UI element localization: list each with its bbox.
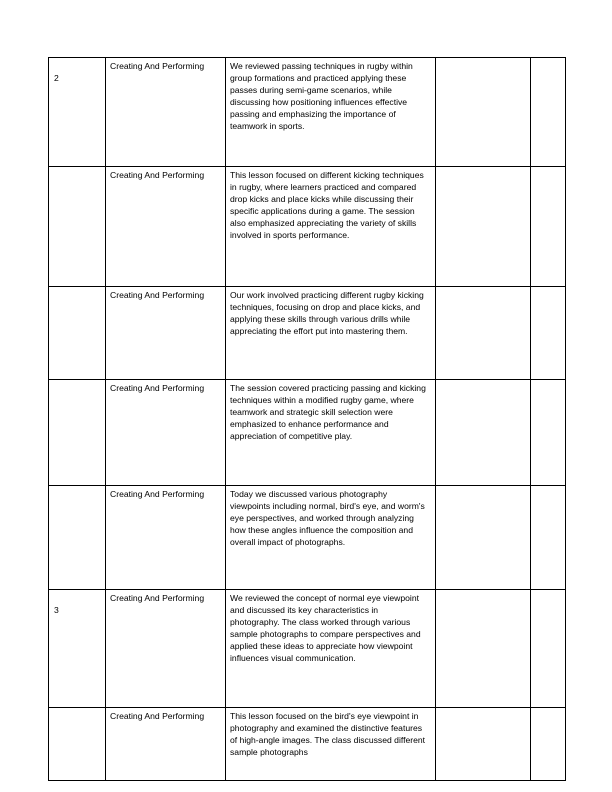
strand-cell: Creating And Performing [106,590,226,708]
blank-cell-4 [436,167,531,287]
table-row [49,380,566,486]
blank-cell-4 [436,287,531,380]
week-cell [49,486,106,590]
strand-cell: Creating And Performing [106,58,226,167]
lesson-log-table [48,57,566,781]
blank-cell-5 [531,590,566,708]
blank-cell-4 [436,486,531,590]
blank-cell-5 [531,708,566,781]
description-cell: This lesson focused on the bird's eye viewpoint in photography and examined the distinctive features of high-angle images. The class discussed different sample photographs [226,708,436,781]
week-cell [49,287,106,380]
strand-cell: Creating And Performing [106,167,226,287]
week-cell [49,167,106,287]
description-cell: The session covered practicing passing and kicking techniques within a modified rugby game, where teamwork and strategic skill selection were emphasized to enhance performance and appreciation of competitive play. [226,380,436,486]
blank-cell-4 [436,58,531,167]
table-row [49,708,566,781]
description-cell: We reviewed the concept of normal eye viewpoint and discussed its key characteristics in photography. The class worked through various sample photographs to compare perspectives and applied these ideas to appreciate how viewpoint influences visual communication. [226,590,436,708]
strand-cell: Creating And Performing [106,287,226,380]
blank-cell-5 [531,380,566,486]
blank-cell-4 [436,590,531,708]
strand-cell: Creating And Performing [106,486,226,590]
blank-cell-5 [531,167,566,287]
description-cell: This lesson focused on different kicking techniques in rugby, where learners practiced and compared drop kicks and place kicks while discussing their specific applications during a game. The session also emphasized appreciating the variety of skills involved in sports performance. [226,167,436,287]
table-row [49,58,566,167]
week-cell: 2 [49,58,106,167]
table-row [49,590,566,708]
description-cell: Today we discussed various photography viewpoints including normal, bird's eye, and worm's eye perspectives, and worked through analyzing how these angles influence the composition and overall impact of photographs. [226,486,436,590]
week-cell [49,380,106,486]
week-cell: 3 [49,590,106,708]
strand-cell: Creating And Performing [106,708,226,781]
blank-cell-4 [436,708,531,781]
blank-cell-5 [531,287,566,380]
blank-cell-5 [531,58,566,167]
description-cell: We reviewed passing techniques in rugby within group formations and practiced applying these passes during semi-game scenarios, while discussing how positioning influences effective passing and emphasizing the importance of teamwork in sports. [226,58,436,167]
blank-cell-4 [436,380,531,486]
strand-cell: Creating And Performing [106,380,226,486]
table-row [49,167,566,287]
table-row [49,486,566,590]
week-cell [49,708,106,781]
description-cell: Our work involved practicing different rugby kicking techniques, focusing on drop and place kicks, and applying these skills through various drills while appreciating the effort put into mastering them. [226,287,436,380]
blank-cell-5 [531,486,566,590]
table-row [49,287,566,380]
